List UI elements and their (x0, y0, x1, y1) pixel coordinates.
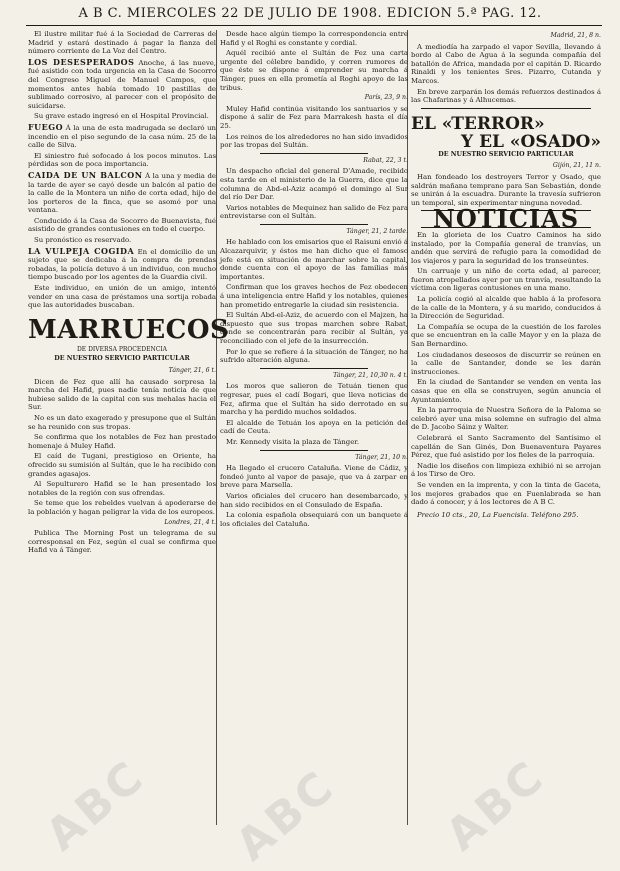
noticias-p4: La Compañía se ocupa de la cuestión de los faroles que se encuentran en la calle Mayor y en la plaza de San Bernardino. (411, 322, 601, 349)
col3-p1: A mediodía ha zarpado el vapor Sevilla, llevando á bordo al Cabo de Agua á la segunda compañía del batallón de Africa, mandada por el capitán D. Ricardo Rinaldi y los tenientes Sres. Pizarro, Cutanda y Marcos. (411, 42, 601, 85)
column-2 (220, 30, 408, 530)
marruecos-dateline-2: Londres, 21, 4 t. (164, 518, 216, 526)
separator (260, 153, 368, 154)
fuego-kicker: FUEGO (28, 121, 64, 132)
vulpeja-text: En el domicilio de un sujeto que se dedicaba á la compra de prendas robadas, la policía detuvo á un individuo, con mucho tiempo buscado por los agentes de la Guardia civil. (28, 247, 216, 282)
watermark-stamp: ABC (436, 750, 556, 861)
col2-dateline-5: Tánger, 21, 10 n. (355, 453, 408, 461)
col2-dateline-3: Tánger, 21, 2 tarde. (346, 227, 408, 235)
separator (260, 224, 368, 225)
fuego-text: Á la una de esta madrugada se declaró un incendio en el piso segundo de la casa núm. 25 de la calle de Silva. (28, 123, 216, 150)
noticias-p6: En la ciudad de Santander se venden en venta las casas que en ella se construyen, según anuncia el Ayuntamiento. (411, 378, 601, 404)
marruecos-p1: Dicen de Fez que allí ha causado sorpresa la marcha del Hafid, pues nadie tenía noticia de que hubiese salido de la capital con sus mehalas hacia el Sur. (28, 377, 216, 412)
noticias-p10: Se venden en la imprenta, y con la tinta de Gaceta, los mejores grabados que en Fuenlabrada se han dado á conocer, y á los lectores de A B C. (411, 480, 601, 507)
desesperados-kicker: LOS DESESPERADOS (28, 56, 135, 67)
col1-p1: El ilustre militar fué á la Sociedad de Carreras de Madrid y estará destinado á pagar la fianza del número corriente de La Voz del Centro. (28, 30, 216, 56)
separator (260, 450, 368, 451)
col2-dateline-4: Tánger, 21, 10,30 n. 4 t. (333, 371, 408, 379)
balcon-text: Á la una y media de la tarde de ayer se cayó desde un balcón al patio de la calle de la Montera un niño de corta edad, hijo de los porteros de la finca, que se asomó por una ventana. (28, 171, 216, 215)
col3-dateline-1: Madrid, 21, 8 n. (550, 32, 601, 39)
balcon-block (28, 171, 216, 215)
noticias-p9: Nadie los diseños con limpieza exhibió ni se arrojan á los Tirso de Oro. (411, 461, 601, 479)
col2-p15: Varios oficiales del crucero han desembarcado, y han sido recibidos en el Consulado de España. (220, 491, 408, 509)
separator (421, 108, 591, 109)
col2-dateline-2: Rabat, 22, 3 t. (363, 156, 408, 164)
marruecos-p7: Publica The Morning Post un telegrama de su corresponsal en Fez, según el cual se confirma que Hafid va á Tánger. (28, 529, 216, 555)
header-rule (26, 25, 602, 26)
col2-p1: Desde hace algún tiempo la correspondencia entre Hafid y el Roghi es constante y cordial. (220, 30, 408, 47)
col2-p12: El alcalde de Tetuán los apoya en la petición del cadí de Ceuta. (220, 418, 408, 436)
col2-p6: Varios notables de Mequinez han salido de Fez para entrevistarse con el Sultán. (220, 203, 408, 221)
marruecos-p5: Al Sepulturero Hafid se le han presentado los notables de la región con sus ofrendas. (28, 480, 216, 497)
noticias-p1: En la glorieta de los Cuatro Caminos ha sido instalado, por la Compañía general de tranvías, un andén que servirá de refugio para la comodidad de los viajeros y para la seguridad de los transeúntes. (411, 230, 601, 265)
vulpeja-kicker: LA VULPEJA COGIDA (28, 245, 135, 256)
col2-p16: La colonia española obsequiará con un banquete á los oficiales del Cataluña. (220, 511, 408, 528)
marruecos-dateline-1: Tánger, 21, 6 t. (168, 367, 216, 374)
terror-heading (411, 115, 601, 151)
col2-p8: Confirman que los graves hechos de Fez obedecen á una inteligencia entre Hafid y los notables, quienes han prometido entregarle la ciudad sin resistencia. (220, 283, 408, 309)
watermark-stamp: ABC (36, 750, 156, 861)
noticias-p2: Un carruaje y un niño de corta edad, al parecer, fueron atropellados ayer por un tranvía, resultando la víctima con ligeras contusiones en una mano. (411, 267, 601, 293)
noticias-p5: Los ciudadanos deseosos de discurrir se reúnen en la calle de Santander, donde se les darán instrucciones. (411, 350, 601, 376)
col2-p3: Muley Hafid continúa visitando los santuarios y se dispone á salir de Fez para Marrakesh hasta el día 25. (220, 104, 408, 130)
col2-p11: Los moros que salieron de Tetuán tienen que regresar, pues el cadí Bogari, que lleva noticias de Fez, afirma que el Sultán ha sido derrotado en su marcha y ha perdido muchos soldados. (220, 382, 408, 417)
marruecos-p6: Se teme que los rebeldes vuelvan á apoderarse de la población y hagan peligrar la vida de los europeos. (28, 499, 216, 516)
vulpeja-block (28, 247, 216, 282)
separator (260, 368, 368, 369)
col2-p13: Mr. Kennedy visita la plaza de Tánger. (226, 437, 360, 446)
col2-dateline-1: París, 23, 9 n. (364, 94, 408, 102)
desesperados-2: Su grave estado ingresó en el Hospital Provincial. (34, 112, 209, 121)
col2-p10: Por lo que se refiere á la situación de Tánger, no ha sufrido alteración alguna. (220, 347, 408, 365)
col3-p2: En breve zarparán los demás refuerzos destinados á las Chafarinas y á Alhucemas. (411, 87, 601, 105)
footer-line: Precio 10 cts., 20, La Fuencisla. Teléfono 295. (417, 510, 579, 519)
col2-p5: Un despacho oficial del general D'Amade, recibido esta tarde en el ministerio de la Guerra, dice que la columna de Abd-el-Aziz acampó el domingo al Sur del río Der Dar. (220, 167, 408, 202)
marruecos-subtitle-1: DE DIVERSA PROCEDENCIA (76, 345, 168, 353)
col2-p7: He hablado con los emisarios que el Raisuni envió á Alcazarquivir, y éstos me han dicho que el famoso jefe está en situación de marchar sobre la capital, donde cuenta con el apoyo de las familias más importantes. (220, 238, 408, 281)
col2-p14: Ha llegado el crucero Cataluña. Viene de Cádiz, y fondeó junto al vapor de pasaje, que va á zarpar en breve para Marsella. (220, 464, 408, 490)
column-3 (411, 30, 601, 521)
col2-p9: El Sultán Abd-el-Aziz, de acuerdo con el Majzen, ha dispuesto que sus tropas marchen sobre Rabat, donde se concentrarán para recibir al Sultán, ya reconciliado con el jefe de la insurrección. (220, 311, 408, 345)
marruecos-p3: Se confirma que los notables de Fez han prestado homenaje á Muley Hafid. (28, 433, 216, 450)
balcon-kicker: CAIDA DE UN BALCON (28, 169, 143, 180)
terror-subtitle: DE NUESTRO SERVICIO PARTICULAR (438, 150, 574, 158)
terror-title: EL «TERROR» (411, 113, 545, 134)
terror-paragraph: Han fondeado los destroyers Terror y Osado, que saldrán mañana temprano para San Sebastián, donde se unirán á la escuadra. Durante la travesía sufrieron un temporal, sin experimentar ninguna novedad. (411, 172, 601, 207)
vulpeja-2: Este individuo, en unión de un amigo, intentó vender en una casa de préstamos una sortija robada que las autoridades buscaban. (28, 284, 216, 310)
col2-p4: Los reinos de los alrededores no han sido invadidos por las tropas del Sultán. (220, 132, 408, 150)
desesperados-block (28, 58, 216, 111)
osado-title: Y EL «OSADO» (461, 131, 601, 152)
noticias-p7: En la parroquia de Nuestra Señora de la Paloma se celebró ayer una misa solemne en sufragio del alma de D. Jacobo Sáinz y Walter. (411, 406, 601, 432)
balcon-3: Su pronóstico es reservado. (34, 236, 132, 245)
column-divider-1 (216, 30, 217, 825)
page-header: A B C. MIERCOLES 22 DE JULIO DE 1908. EDICION 5.ª PAG. 12. (78, 6, 542, 21)
fuego-2: El siniestro fué sofocado á los pocos minutos. Las pérdidas son de poca importancia. (28, 151, 216, 169)
terror-dateline: Gijón, 21, 11 n. (552, 162, 601, 170)
marruecos-title: MARRUECOS (28, 314, 230, 345)
desesperados-text: Anoche, á las nueve, fué asistido con toda urgencia en la Casa de Socorro del Congreso Miguel de Manuel Campos, que momentos antes había tomado 10 pastillas de sublimado corrosivo, al parecer con el propósito de suicidarse. (28, 58, 216, 110)
watermark-stamp: ABC (226, 760, 346, 871)
marruecos-p4: El caíd de Tugani, prestigioso en Oriente, ha ofrecido su sumisión al Sultán, que le ha recibido con grandes agasajos. (28, 452, 216, 478)
noticias-title: NOTICIAS (432, 204, 580, 234)
marruecos-subtitle-2: DE NUESTRO SERVICIO PARTICULAR (54, 355, 190, 363)
marruecos-p2: No es un dato exagerado y presupone que el Sultán se ha reunido con sus tropas. (28, 413, 216, 431)
noticias-p3: La policía cogió al alcalde que habla á la profesora de la calle de la Montera, y á su marido, conducidos á la Dirección de Seguridad. (411, 295, 601, 321)
fuego-block (28, 123, 216, 150)
noticias-p8: Celebrará el Santo Sacramento del Santísimo el capellán de San Ginés, Don Buenaventura Payares Pérez, que fué asistido por los fieles de la parroquia. (411, 433, 601, 460)
col2-p2: Aquél recibió ante el Sultán de Fez una carta urgente del célebre bandido, y corren rumores de que éste se dispone á emprender su marcha á Tánger, pues en ella prometía al Roghi apoyo de las tribus. (220, 49, 408, 92)
balcon-2: Conducido á la Casa de Socorro de Buenavista, fué asistido de grandes contusiones en todo el cuerpo. (28, 216, 216, 234)
column-1 (28, 30, 230, 557)
